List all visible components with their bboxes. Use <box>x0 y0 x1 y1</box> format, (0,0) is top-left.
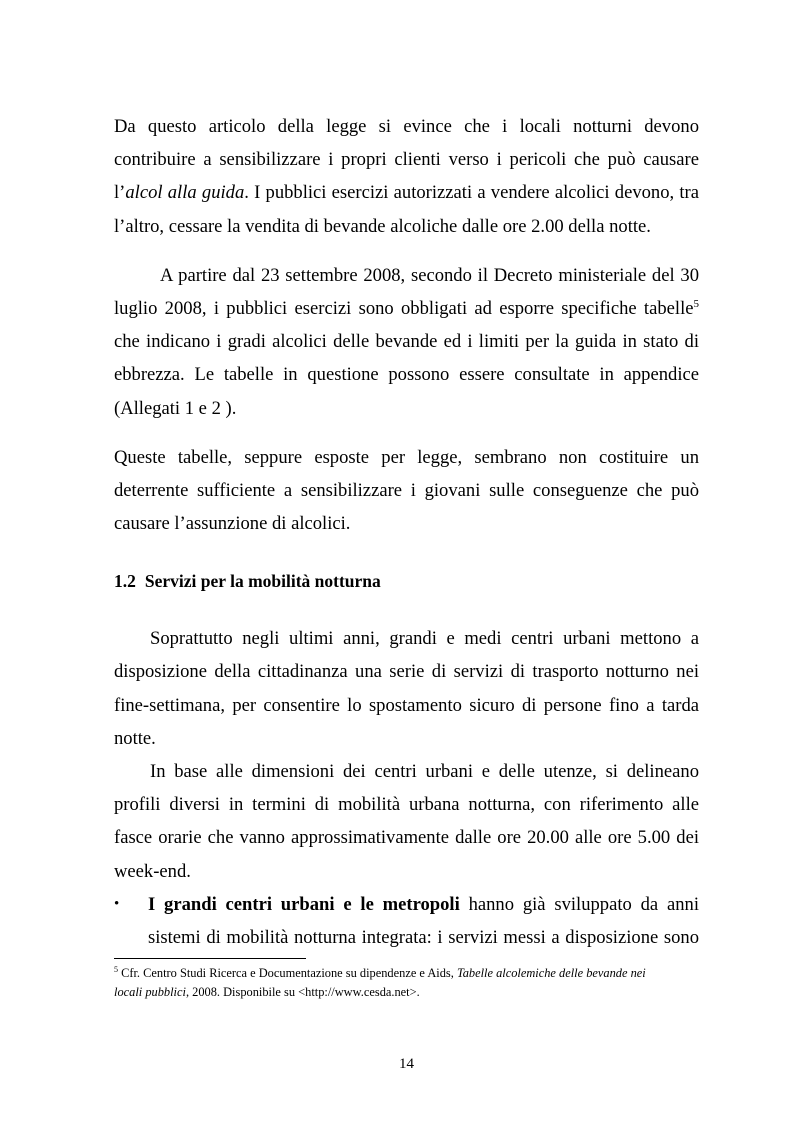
footnote <box>114 964 699 1002</box>
section-title: Servizi per la mobilità notturna <box>144 571 381 592</box>
text-line: notte. <box>114 727 156 749</box>
text-line: In base alle dimensioni dei centri urbani e delle utenze, si delineano <box>150 761 699 782</box>
bullet-icon: • <box>114 895 120 912</box>
footnote-ref[interactable]: 5 <box>693 297 699 310</box>
page-body <box>114 110 699 954</box>
text-line: Soprattutto negli ultimi anni, grandi e medi centri urbani mettono a <box>150 628 699 650</box>
text-span: hanno già sviluppato da anni <box>459 893 699 915</box>
text-line: Da questo articolo della legge si evince che i locali notturni devono <box>114 116 699 137</box>
text-line: contribuire a sensibilizzare i propri clienti verso i pericoli che può causare <box>114 149 699 171</box>
footnote-line <box>114 964 699 983</box>
footnote-separator <box>114 958 306 959</box>
footnote-line <box>114 983 699 1002</box>
footnote-title: locali pubblici <box>114 985 186 999</box>
footnote-text: , 2008. Disponibile su <http://www.cesda.net>. <box>185 985 420 999</box>
text-line: causare l’assunzione di alcolici. <box>114 513 351 535</box>
text-span: l’ <box>114 182 126 204</box>
text-line: profili diversi in termini di mobilità urbana notturna, con riferimento alle <box>114 794 699 816</box>
text-line: A partire dal 23 settembre 2008, secondo il Decreto ministeriale del 30 <box>160 264 699 286</box>
paragraph <box>114 622 699 755</box>
text-line <box>148 888 699 921</box>
text-line: che indicano i gradi alcolici delle bevande ed i limiti per la guida in stato di <box>114 331 699 353</box>
text-line: l’altro, cessare la vendita di bevande alcoliche dalle ore 2.00 della notte. <box>114 215 651 237</box>
text-line: ebbrezza. Le tabelle in questione possono essere consultate in appendice <box>114 364 699 386</box>
bold-phrase: I grandi centri urbani e le metropoli <box>148 893 460 915</box>
text-span: luglio 2008, i pubblici esercizi sono obbligati ad esporre specifiche tabelle <box>114 297 694 319</box>
italic-phrase: alcol alla guida <box>125 182 245 204</box>
paragraph <box>114 110 699 243</box>
section-heading <box>114 566 699 596</box>
paragraph-spacer <box>114 596 699 622</box>
paragraph-spacer <box>114 243 699 259</box>
text-line: disposizione della cittadinanza una serie di servizi di trasporto notturno nei <box>114 661 699 683</box>
list-item-text <box>148 888 699 954</box>
page-number: 14 <box>399 1056 414 1072</box>
text-line <box>114 176 699 209</box>
text-line: week-end. <box>114 860 191 882</box>
text-line: deterrente sufficiente a sensibilizzare i giovani sulle conseguenze che può <box>114 479 699 501</box>
text-span: . I pubblici esercizi autorizzati a vendere alcolici devono, tra <box>244 182 699 204</box>
text-line: Queste tabelle, seppure esposte per legge, sembrano non costituire un <box>114 446 699 468</box>
paragraph <box>114 259 699 425</box>
text-line <box>114 292 699 325</box>
footnote-title: Tabelle alcolemiche delle bevande nei <box>456 966 646 980</box>
paragraph-spacer <box>114 425 699 441</box>
footnote-number: 5 <box>114 964 118 974</box>
list-item <box>114 888 699 954</box>
paragraph-spacer <box>114 540 699 566</box>
paragraph <box>114 441 699 541</box>
text-line: fine-settimana, per consentire lo spostamento sicuro di persone fino a tarda <box>114 694 699 716</box>
footnote-text: Cfr. Centro Studi Ricerca e Documentazione su dipendenze e Aids, <box>118 966 457 980</box>
text-line: sistemi di mobilità notturna integrata: i servizi messi a disposizione sono <box>148 926 699 948</box>
paragraph <box>114 755 699 888</box>
text-line: fasce orarie che vanno approssimativamente dalle ore 20.00 alle ore 5.00 dei <box>114 827 699 849</box>
text-line: (Allegati 1 e 2 ). <box>114 397 237 419</box>
section-number: 1.2 <box>114 571 136 592</box>
